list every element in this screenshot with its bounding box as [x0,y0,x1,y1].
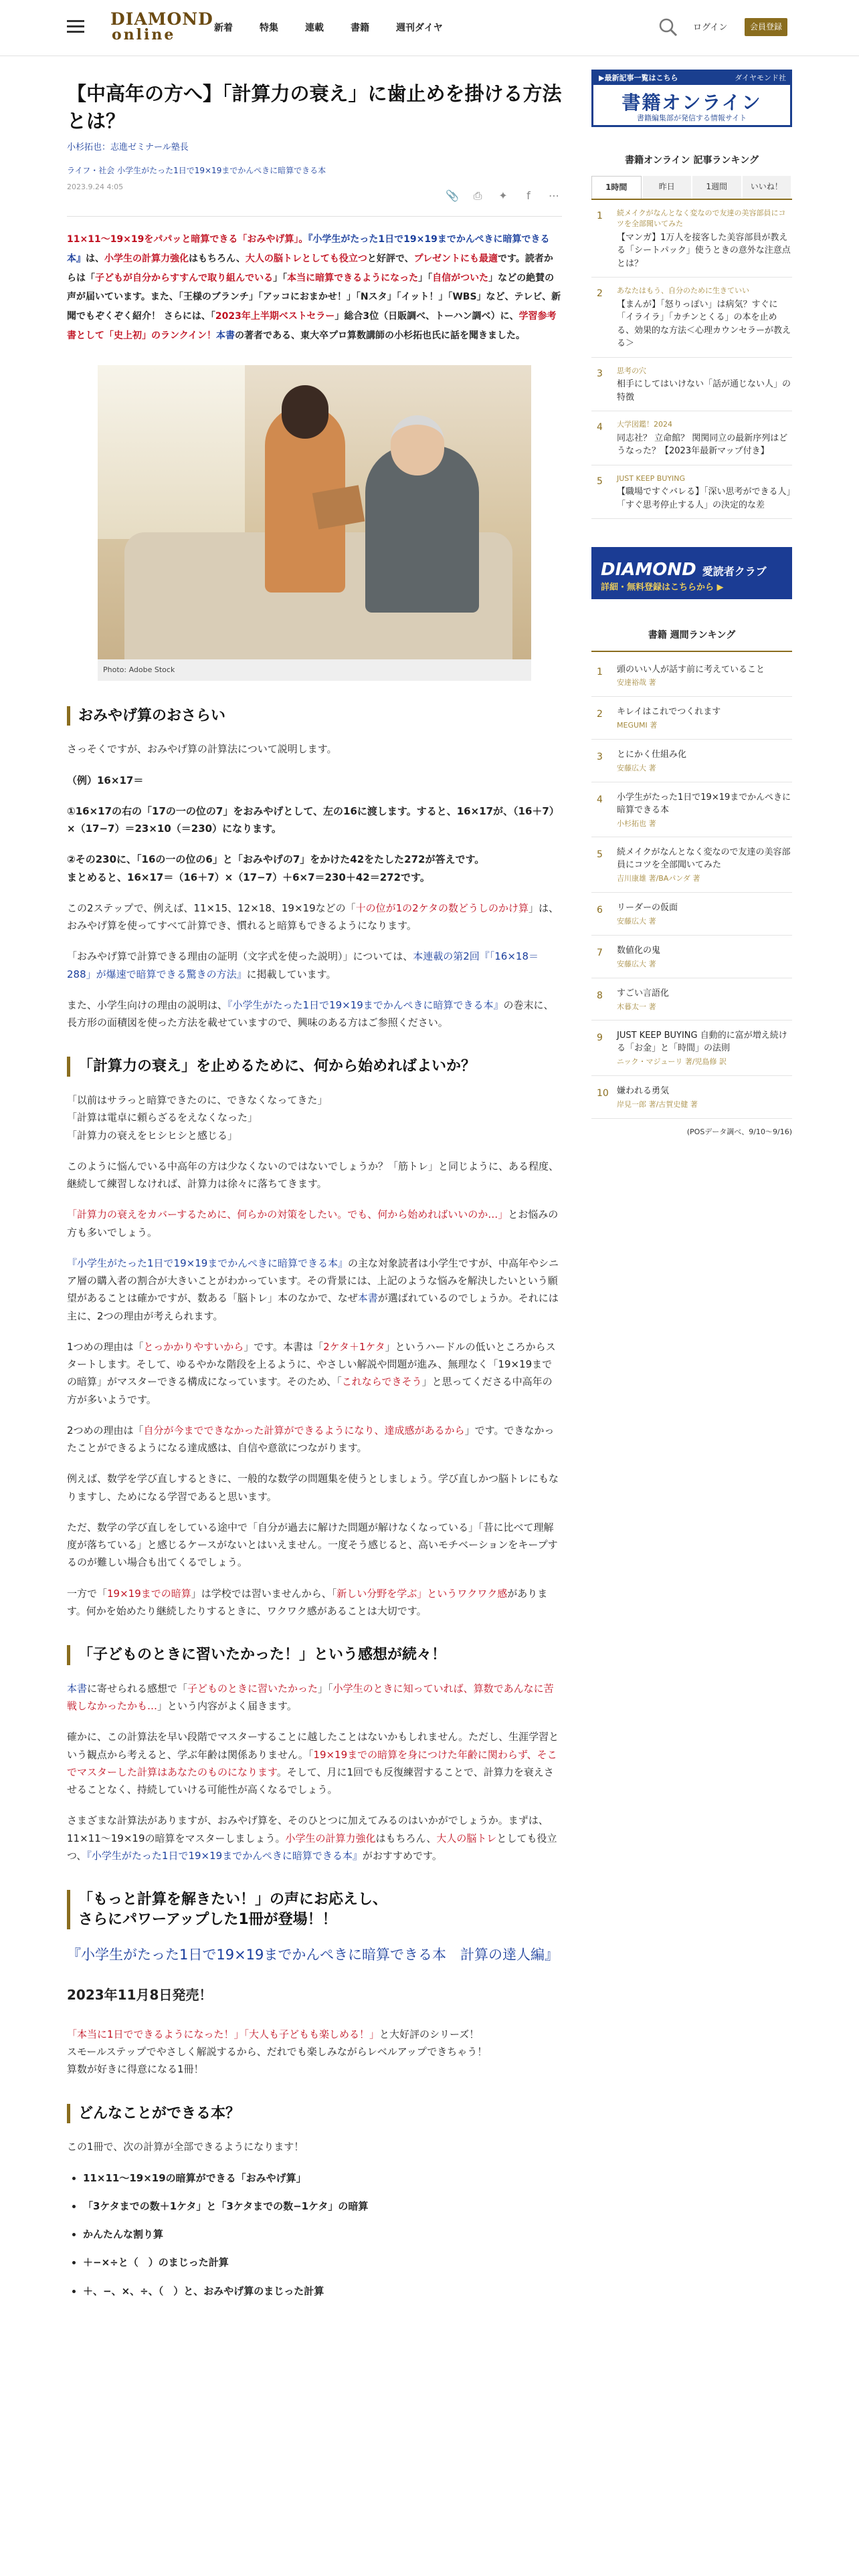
twitter-icon[interactable]: ✦ [498,189,508,203]
books-online-banner[interactable]: ダイヤモンド社 ▶最新記事一覧はこちら 書籍オンライン 書籍編集部が発信する情報サイト [591,70,792,127]
weekly-item[interactable]: 8 すごい言語化 木暮太一 著 [591,978,792,1021]
paragraph: ただ、数学の学び直しをしている途中で「自分が過去に解けた問題が解けなくなっている」「昔に比べて理解度が落ちている」と感じるケースがないとはいえません。一度そう感じると、高いモチベーションをキープするのが難しい場合も出てくるでしょう。 [67,1521,558,1569]
share-bar [67,188,562,204]
nav-item-weekly[interactable]: 週刊ダイヤ [396,23,443,33]
paragraph: 例えば、数学を学び直しするときに、一般的な数学の問題集を使うとしましょう。学び直しかつ脳トレにもなりますし、ためになる学習であると思います。 [67,1473,559,1503]
ranking-item[interactable]: 4 大学図鑑！2024 同志社？ 立命館？ 関関同立の最新序列はどうなった？【2023年最新マップ付き】 [591,411,792,465]
register-button[interactable]: 会員登録 [745,18,787,36]
list-item: • ＋、−、×、÷、（ ）と、おみやげ算のまじった計算 [83,2282,562,2300]
tab-1week[interactable]: 1週間 [692,176,741,199]
login-link[interactable]: ログイン [693,23,728,33]
nav-item-new[interactable]: 新着 [214,23,233,33]
article-lead: 11×11〜19×19をパパッと暗算できる「おみやげ算」。『小学生がたった1日で19×19までかんぺきに暗算できる本』は、小学生の計算力強化はもちろん、大人の脳トレとしても役立つと好評で、プレゼントにも最適です。読者からは「子どもが自分からすすんで取り組んでいる」「本当に暗算できるようになった」「自信がついた」などの絶賛の声が届いています。また、「王様のブランチ」「アッコにおまかせ！」「Nスタ」「イット！」「WBS」など、テレビ、新聞でもぞくぞく紹介！ さらには、「2023年上半期ベストセラー」総合3位（日販調べ、トーハン調べ）に、学習参考書として「史上初」のランクイン！本書の著者である、東大卒プロ算数講師の小杉拓也氏に話を聞きました。 [67,234,561,341]
book-title-link[interactable]: 『小学生がたった1日で19×19までかんぺきに暗算できる本 計算の達人編』 [67,1947,559,1963]
site-header [0,0,859,56]
weekly-item[interactable]: 9 JUST KEEP BUYING 自動的に富が増え続ける「お金」と「時間」の法則 ニック・マジューリ 著/児島修 訳 [591,1021,792,1076]
weekly-item[interactable]: 1 頭のいい人が話す前に考えていること 安達裕哉 著 [591,655,792,697]
step-2: ②その230に、「16の一の位の6」と「おみやげの7」をかけた42をたした272が答えです。 まとめると、16×17＝（16＋7）×（17−7）＋6×7＝230＋42＝272です。 [67,853,485,883]
series-link[interactable]: 本連載の第2回『「16×18＝288」が爆速で暗算できる驚きの方法』 [67,950,539,980]
tab-likes[interactable]: いいね！ [743,176,791,199]
weekly-item[interactable]: 6 リーダーの仮面 安藤広大 著 [591,893,792,936]
step-1: ①16×17の右の「17の一の位の7」をおみやげとして、左の16に渡します。すると、16×17が、（16＋7）×（17−7）＝23×10（＝230）になります。 [67,804,559,835]
ranking-item[interactable]: 1 続メイクがなんとなく変なので友達の美容部員にコツを全部聞いてみた 【マンガ】1万人を接客した美容部員が教える「シートパック」使うときの意外な注意点とは？ [591,200,792,278]
readers-club-banner[interactable]: DIAMOND 愛読者クラブ 詳細・無料登録はこちらから ▶ [591,547,792,599]
breadcrumb[interactable]: ライフ・社会 小学生がたった1日で19×19までかんぺきに暗算できる本 [67,166,326,176]
paragraph: 「計算力の衰えをカバーするために、何らかの対策をしたい。でも、何から始めればいいのか…」とお悩みの方も多いでしょう。 [67,1208,559,1239]
ranking-item[interactable]: 3 思考の穴 相手にしてはいけない「話が通じない人」の特徴 [591,358,792,412]
section-heading: どんなことができる本？ [67,2104,562,2124]
facebook-icon[interactable]: f [527,189,531,203]
weekly-item[interactable]: 7 数値化の鬼 安藤広大 著 [591,936,792,978]
list-item: • 「3ケタまでの数＋1ケタ」と「3ケタまでの数−1ケタ」の暗算 [83,2197,562,2215]
ranking-tabs [591,176,792,200]
feature-list [67,2169,562,2300]
section-heading: 「子どものときに習いたかった！」という感想が続々！ [67,1645,562,1665]
release-date: 2023年11月8日発売！ [67,1986,213,2003]
paragraph: 1つめの理由は「とっかかりやすいから」です。本書は「2ケタ＋1ケタ」というハードルの低いところからスタートします。そして、ゆるやかな階段を上るように、やさしい解説や問題が進み、無理なく「19×19までの暗算」がマスターできる構成になっています。そのため、「これならできそう」と思ってくださる中高年の方が多いようです。 [67,1340,556,1406]
quote-list: 「以前はサラっと暗算できたのに、できなくなってきた」 「計算は電卓に頼らざるをえなくなった」 「計算力の衰えをヒシヒシと感じる」 [67,1094,328,1142]
section-heading: 「計算力の衰え」を止めるために、何から始めればよいか？ [67,1057,562,1077]
paragraph: 『小学生がたった1日で19×19までかんぺきに暗算できる本』の主な対象読者は小学生ですが、中高年やシニア層の購入者の割合が大きいことがわかっています。その背景には、上記のような悩みを解決したいという願望があることは確かですが、数ある「脳トレ」本のなかで、なぜ本書が選ばれているのでしょうか。それには主に、2つの理由が考えられます。 [67,1257,559,1322]
article-date: 2023.9.24 4:05 [67,183,124,192]
weekly-item[interactable]: 10 嫌われる勇気 岸見一郎 著/古賀史健 著 [591,1076,792,1119]
ranking-title: 書籍オンライン 記事ランキング [624,155,759,166]
paragraph: さまざまな計算法がありますが、おみやげ算を、そのひとつに加えてみるのはいかがでしょうか。まずは、11×11〜19×19の暗算をマスターしましょう。小学生の計算力強化はもちろん、大人の脳トレとしても役立つ、『小学生がたった1日で19×19までかんぺきに暗算できる本』がおすすめです。 [67,1814,557,1862]
site-logo[interactable]: DIAMOND online [110,9,213,43]
weekly-item[interactable]: 3 とにかく仕組み化 安藤広大 著 [591,740,792,782]
photo-caption: Photo: Adobe Stock [98,659,531,680]
weekly-item[interactable]: 2 キレイはこれでつくれます MEGUMI 著 [591,697,792,740]
list-item: • ＋−×÷と（ ）のまじった計算 [83,2254,562,2271]
book-link-4[interactable]: 『小学生がたった1日で19×19までかんぺきに暗算できる本』 [67,1257,348,1269]
tab-1hour[interactable]: 1時間 [591,176,642,199]
paragraph: また、小学生向けの理由の説明は、『小学生がたった1日で19×19までかんぺきに暗算できる本』の巻末に、長方形の面積図を使った方法を載せていますので、興味のある方はご参照ください。 [67,998,554,1029]
book-link-2[interactable]: 本書 [216,330,235,341]
nav-item-series[interactable]: 連載 [305,23,324,33]
article-author[interactable]: 小杉拓也：志進ゼミナール塾長 [67,142,189,153]
sidebar [591,70,792,1138]
paragraph: 「おみやげ算で計算できる理由の証明（文字式を使った説明）」については、本連載の第2回『「16×18＝288」が爆速で暗算できる驚きの方法』に掲載しています。 [67,950,539,980]
more-icon[interactable]: ⋯ [549,189,559,203]
article-photo [98,365,531,659]
book-link[interactable]: 『小学生がたった1日で19×19までかんぺきに暗算できる本』 [67,234,550,265]
main-nav [214,20,443,37]
paragraph: 本書に寄せられる感想で「子どものときに習いたかった」「小学生のときに知っていれば、算数であんなに苦戦しなかったかも…」という内容がよく届きます。 [67,1682,554,1713]
paragraph: さっそくですが、おみやげ算の計算法について説明します。 [67,743,337,756]
weekly-item[interactable]: 4 小学生がたった1日で19×19までかんぺきに暗算できる本 小杉拓也 著 [591,782,792,838]
section-heading: おみやげ算のおさらい [67,706,562,726]
weekly-ranking-list [591,655,792,1119]
nav-item-books[interactable]: 書籍 [351,23,369,33]
book-link-3[interactable]: 『小学生がたった1日で19×19までかんぺきに暗算できる本』 [227,998,504,1011]
paragraph: 確かに、この計算法を早い段階でマスターすることに越したことはないかもしれません。ただし、生涯学習という観点から考えると、学ぶ年齢は関係ありません。「19×19までの暗算を身につけた年齢に関わらず、そこでマスターした計算はあなたのものになります。そして、月に1回でも反復練習することで、計算力を衰えさせることなく、持続していける可能性が高くなるでしょう。 [67,1731,559,1796]
paragraph: 一方で「19×19までの暗算」は学校では習いませんから、「新しい分野を学ぶ」というワクワク感があります。何かを始めたり継続したりするときに、ワクワク感があることは大切です。 [67,1587,548,1617]
ranking-item[interactable]: 2 あなたはもう、自分のために生きていい 【まんが】「怒りっぽい」は病気？すぐに「イライラ」「カチンとくる」の本を止める、効果的な方法＜心理カウンセラーが教える＞ [591,278,792,358]
list-item: • 11×11〜19×19の暗算ができる「おみやげ算」 [83,2169,562,2187]
weekly-item[interactable]: 5 続メイクがなんとなく変なので友達の美容部員にコツを全部聞いてみた 吉川康雄 著/BAパンダ 著 [591,837,792,893]
search-icon[interactable] [658,17,678,37]
paragraph: このように悩んでいる中高年の方は少なくないのではないでしょうか？「筋トレ」と同じように、ある程度、継続して練習しなければ、計算力は徐々に落ちてきます。 [67,1160,559,1190]
paragraph: 「本当に1日でできるようになった！」「大人も子どもも楽しめる！」と大好評のシリーズ！ スモールステップでやさしく解説するから、だれでも楽しみながらレベルアップできちゃう！ 算数が好きに得意になる1冊！ [67,2028,488,2076]
list-item: • かんたんな割り算 [83,2226,562,2243]
example: （例）16×17＝ [67,774,144,786]
print-icon[interactable]: ⎙ [473,189,482,203]
pos-note: (POSデータ調べ、9/10〜9/16) [686,1127,792,1136]
article-title: 【中高年の方へ】「計算力の衰え」に歯止めを掛ける方法とは？ [67,82,562,133]
ranking-item[interactable]: 5 JUST KEEP BUYING 【職場ですぐバレる】「深い思考ができる人」「すぐ思考停止する人」の決定的な差 [591,465,792,520]
clip-icon[interactable]: 📎 [446,189,459,203]
tab-yesterday[interactable]: 昨日 [643,176,692,199]
divider [67,216,562,217]
paragraph: 2つめの理由は「自分が今までできなかった計算ができるようになり、達成感があるから」です。できなかったことができるようになる達成感は、自信や意欲につながります。 [67,1424,555,1455]
section-heading: 「もっと計算を解きたい！」の声にお応えし、 さらにパワーアップした1冊が登場！！ [67,1890,562,1929]
nav-item-feature[interactable]: 特集 [260,23,278,33]
article [67,80,562,2311]
paragraph: この1冊で、次の計算が全部できるようになります！ [67,2141,304,2153]
weekly-ranking-title: 書籍 週間ランキング [591,627,792,652]
book-link-5[interactable]: 『小学生がたった1日で19×19までかんぺきに暗算できる本』 [86,1849,363,1862]
paragraph: この2ステップで、例えば、11×15、12×18、19×19などの「十の位が1の2ケタの数どうしのかけ算」は、おみやげ算を使ってすべて計算でき、慣れると暗算もできるようになります。 [67,901,559,932]
ranking-list [591,200,792,520]
menu-icon[interactable] [67,20,84,33]
